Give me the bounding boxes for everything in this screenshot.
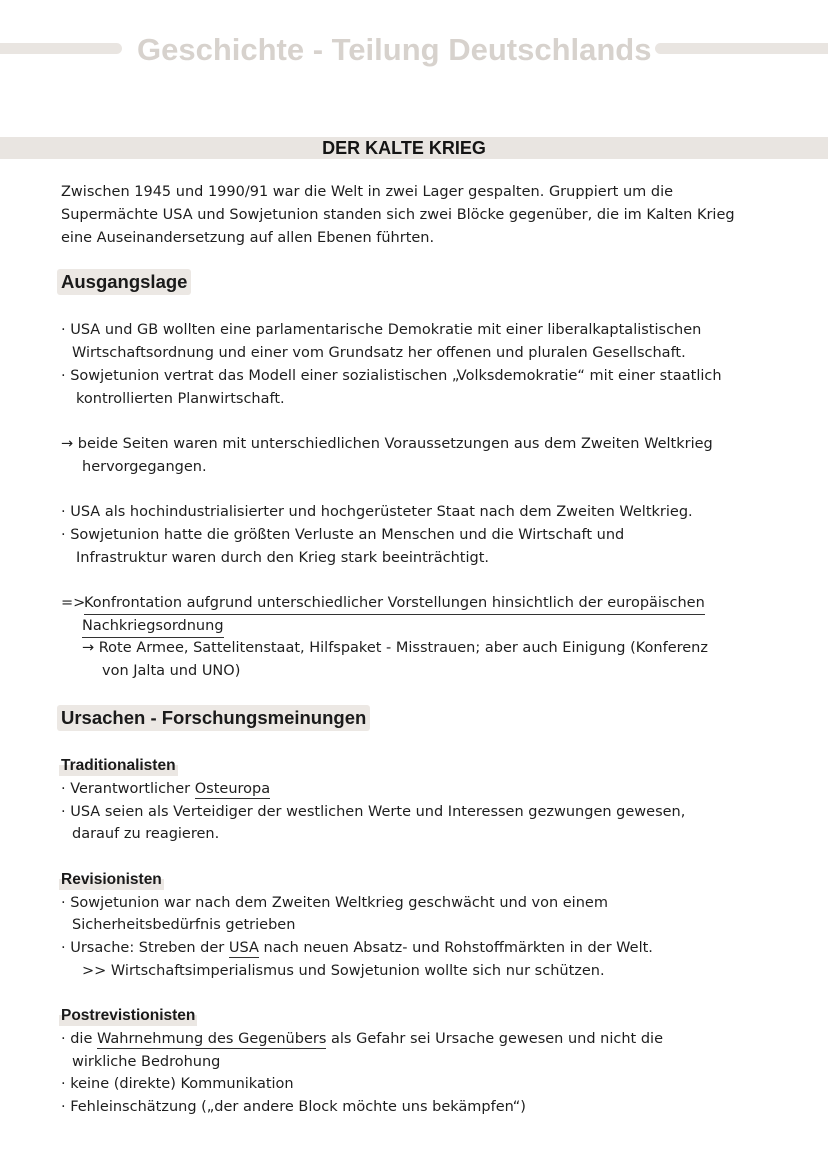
conclusion-line: Nachkriegsordnung [82,616,224,638]
bullet-line: Sicherheitsbedürfnis getrieben [72,917,296,933]
bullet-line: Wirtschaftsordnung und einer vom Grundsatz her offenen und pluralen Gesellschaft. [72,345,686,361]
conclusion-sub-line: von Jalta und UNO) [102,663,241,679]
intro-line: Zwischen 1945 und 1990/91 war die Welt in zwei Lager gespalten. Gruppiert um die [61,184,674,200]
bullet-line: Infrastruktur waren durch den Krieg stark beeinträchtigt. [76,550,489,566]
underlined-term: Osteuropa [194,781,271,797]
bullet-line: · Sowjetunion war nach dem Zweiten Weltkrieg geschwächt und von einem [61,895,608,911]
bullet-line: · Sowjetunion vertrat das Modell einer sozialistischen „Volksdemokratie“ mit einer staatlich [61,368,722,384]
title-decoration-left [0,43,122,54]
title-decoration-right [655,43,828,54]
bullet-line: · keine (direkte) Kommunikation [61,1076,294,1092]
section-title: DER KALTE KRIEG [322,138,486,158]
bullet-line: · Verantwortlicher Osteuropa [61,781,271,797]
bullet-line: darauf zu reagieren. [72,826,220,842]
bullet-line: · die Wahrnehmung des Gegenübers als Gefahr sei Ursache gewesen und nicht die [61,1031,664,1047]
heading-ausgangslage: Ausgangslage [57,269,191,295]
bullet-line: >> Wirtschaftsimperialismus und Sowjetunion wollte sich nur schützen. [82,963,605,979]
subheading-postrevisionisten: Postrevistionisten [61,1007,196,1024]
bullet-line: · Ursache: Streben der USA nach neuen Absatz- und Rohstoffmärkten in der Welt. [61,940,653,956]
conclusion-prefix: => [61,595,86,611]
subheading-traditionalisten: Traditionalisten [61,757,176,774]
bullet-line: kontrollierten Planwirtschaft. [76,391,285,407]
conclusion-sub-line: → Rote Armee, Sattelitenstaat, Hilfspaket - Misstrauen; aber auch Einigung (Konferenz [82,640,708,656]
underlined-term: USA [228,940,259,956]
bullet-line: · Fehleinschätzung („der andere Block möchte uns bekämpfen“) [61,1099,526,1115]
intro-line: Supermächte USA und Sowjetunion standen sich zwei Blöcke gegenüber, die im Kalten Krieg [61,207,735,223]
arrow-line: → beide Seiten waren mit unterschiedlichen Voraussetzungen aus dem Zweiten Weltkrieg [61,436,713,452]
arrow-line: hervorgegangen. [82,459,207,475]
bullet-line: · USA als hochindustrialisierter und hochgerüsteter Staat nach dem Zweiten Weltkrieg. [61,504,693,520]
subheading-revisionisten: Revisionisten [61,871,162,888]
underlined-term: Wahrnehmung des Gegenübers [96,1031,327,1047]
intro-line: eine Auseinandersetzung auf allen Ebenen führten. [61,230,435,246]
bullet-line: · USA und GB wollten eine parlamentarische Demokratie mit einer liberalkaptalistischen [61,322,702,338]
page-title: Geschichte - Teilung Deutschlands [137,32,652,67]
bullet-line: · USA seien als Verteidiger der westlichen Werte und Interessen gezwungen gewesen, [61,804,686,820]
bullet-line: · Sowjetunion hatte die größten Verluste an Menschen und die Wirtschaft und [61,527,625,543]
bullet-line: wirkliche Bedrohung [72,1054,221,1070]
conclusion-line: Konfrontation aufgrund unterschiedlicher Vorstellungen hinsichtlich der europäischen [84,593,705,615]
heading-ursachen: Ursachen - Forschungsmeinungen [57,705,370,731]
